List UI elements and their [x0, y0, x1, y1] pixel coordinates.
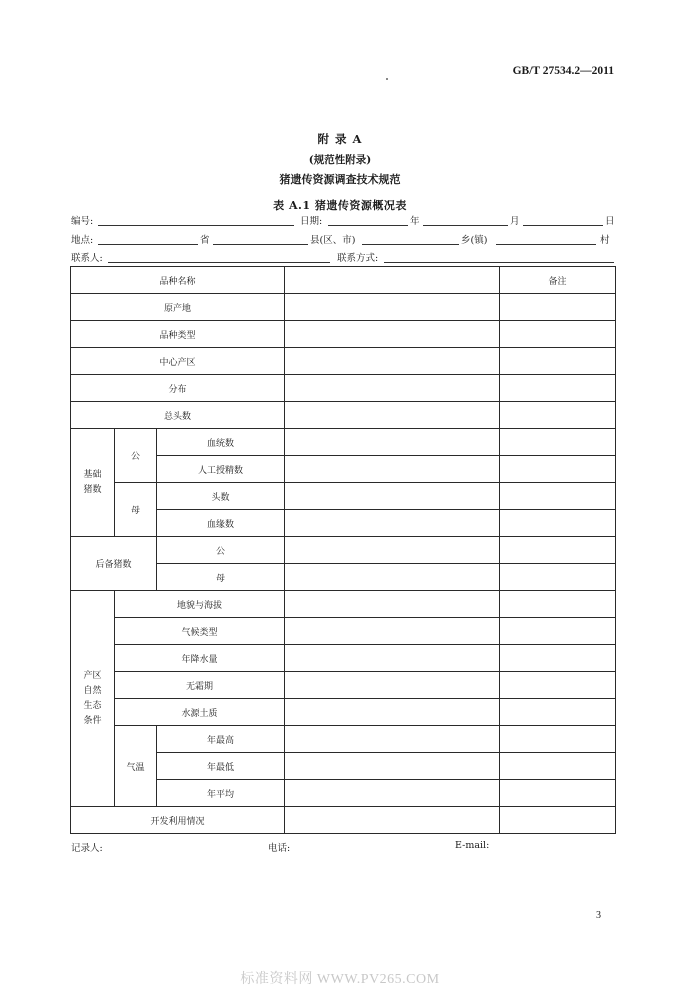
annual-max-label: 年最高 [157, 726, 285, 753]
table-caption: 表 A.1 猪遗传资源概况表 [273, 199, 407, 212]
day-label: 日 [605, 216, 615, 227]
contact-person-field[interactable] [108, 250, 330, 263]
province-field[interactable] [98, 232, 198, 245]
total-head-label: 总头数 [71, 402, 285, 429]
annual-min-label: 年最低 [157, 753, 285, 780]
head-count-remarks[interactable] [500, 483, 616, 510]
table-row [71, 294, 616, 321]
origin-label: 原产地 [71, 294, 285, 321]
breed-type-remarks[interactable] [500, 321, 616, 348]
standard-code: GB/T 27534.2—2011 [512, 65, 614, 77]
rainfall-remarks[interactable] [500, 645, 616, 672]
center-area-remarks[interactable] [500, 348, 616, 375]
breed-name-value[interactable] [285, 267, 500, 294]
terrain-label: 地貌与海拔 [115, 591, 285, 618]
reserve-female-value[interactable] [285, 564, 500, 591]
annual-avg-label: 年平均 [157, 780, 285, 807]
head-count-value[interactable] [285, 483, 500, 510]
breed-type-value[interactable] [285, 321, 500, 348]
annual-max-remarks[interactable] [500, 726, 616, 753]
contact-method-field[interactable] [384, 250, 614, 263]
development-label: 开发利用情况 [71, 807, 285, 834]
temperature-label: 气温 [115, 726, 157, 807]
reserve-pigs-label: 后备猪数 [71, 537, 157, 591]
number-field[interactable] [98, 213, 294, 226]
table-row [71, 618, 616, 645]
table-row [71, 402, 616, 429]
province-label: 省 [200, 235, 210, 246]
appendix-title: 附 录 A [317, 132, 363, 146]
frost-free-remarks[interactable] [500, 672, 616, 699]
origin-value[interactable] [285, 294, 500, 321]
county-label: 县(区、市) [310, 235, 356, 246]
frost-free-value[interactable] [285, 672, 500, 699]
bloodlines-value[interactable] [285, 429, 500, 456]
remarks-header: 备注 [500, 267, 616, 294]
frost-free-label: 无霜期 [115, 672, 285, 699]
bloodlines-label: 血统数 [157, 429, 285, 456]
reserve-male-value[interactable] [285, 537, 500, 564]
terrain-value[interactable] [285, 591, 500, 618]
rainfall-label: 年降水量 [115, 645, 285, 672]
total-head-remarks[interactable] [500, 402, 616, 429]
county-field[interactable] [213, 232, 308, 245]
total-head-value[interactable] [285, 402, 500, 429]
reserve-male-remarks[interactable] [500, 537, 616, 564]
eco-conditions-label: 产区 自然 生态 条件 [71, 591, 115, 807]
village-field[interactable] [496, 232, 596, 245]
document-title: 猪遗传资源调查技术规范 [279, 173, 401, 186]
number-label: 编号: [71, 216, 94, 227]
bloodlines-f-label: 血缘数 [157, 510, 285, 537]
year-field[interactable] [328, 213, 408, 226]
breed-type-label: 品种类型 [71, 321, 285, 348]
male-label: 公 [115, 429, 157, 483]
bloodlines-remarks[interactable] [500, 429, 616, 456]
table-row [71, 483, 616, 510]
day-field[interactable] [523, 213, 603, 226]
table-row [71, 726, 616, 753]
center-area-value[interactable] [285, 348, 500, 375]
contact-person-label: 联系人: [71, 253, 103, 264]
breed-name-label: 品种名称 [71, 267, 285, 294]
reserve-male-label: 公 [157, 537, 285, 564]
center-area-label: 中心产区 [71, 348, 285, 375]
table-row [71, 321, 616, 348]
ai-count-remarks[interactable] [500, 456, 616, 483]
table-row [71, 375, 616, 402]
water-soil-label: 水源土质 [115, 699, 285, 726]
water-soil-value[interactable] [285, 699, 500, 726]
date-label: 日期: [300, 216, 323, 227]
email-label: E-mail: [455, 840, 490, 851]
table-row [71, 591, 616, 618]
recorder-label: 记录人: [71, 843, 103, 854]
table-row [71, 672, 616, 699]
scan-speck [386, 78, 388, 80]
table-row [71, 807, 616, 834]
bloodlines-f-remarks[interactable] [500, 510, 616, 537]
terrain-remarks[interactable] [500, 591, 616, 618]
table-row [71, 429, 616, 456]
distribution-remarks[interactable] [500, 375, 616, 402]
annual-avg-remarks[interactable] [500, 780, 616, 807]
climate-type-label: 气候类型 [115, 618, 285, 645]
year-label: 年 [410, 216, 420, 227]
table-row [71, 537, 616, 564]
annual-min-remarks[interactable] [500, 753, 616, 780]
climate-type-value[interactable] [285, 618, 500, 645]
location-label: 地点: [71, 235, 94, 246]
table-row [71, 267, 616, 294]
township-field[interactable] [362, 232, 459, 245]
pig-resource-table [70, 266, 616, 834]
rainfall-value[interactable] [285, 645, 500, 672]
female-label: 母 [115, 483, 157, 537]
contact-method-label: 联系方式: [337, 253, 379, 264]
ai-count-label: 人工授精数 [157, 456, 285, 483]
origin-remarks[interactable] [500, 294, 616, 321]
distribution-value[interactable] [285, 375, 500, 402]
table-row [71, 699, 616, 726]
phone-label: 电话: [268, 843, 291, 854]
development-value[interactable] [285, 807, 500, 834]
table-row [71, 348, 616, 375]
appendix-kind: (规范性附录) [308, 154, 372, 166]
watermark: 标准资料网 WWW.PV265.COM [240, 972, 440, 987]
ai-count-value[interactable] [285, 456, 500, 483]
base-pigs-label: 基础 猪数 [71, 429, 115, 537]
reserve-female-label: 母 [157, 564, 285, 591]
village-label: 村 [600, 235, 610, 246]
month-field[interactable] [423, 213, 508, 226]
development-remarks[interactable] [500, 807, 616, 834]
head-count-label: 头数 [157, 483, 285, 510]
month-label: 月 [510, 216, 520, 227]
bloodlines-f-value[interactable] [285, 510, 500, 537]
distribution-label: 分布 [71, 375, 285, 402]
township-label: 乡(镇) [461, 235, 488, 246]
annual-avg-value[interactable] [285, 780, 500, 807]
page-number: 3 [596, 910, 601, 921]
water-soil-remarks[interactable] [500, 699, 616, 726]
reserve-female-remarks[interactable] [500, 564, 616, 591]
annual-min-value[interactable] [285, 753, 500, 780]
climate-type-remarks[interactable] [500, 618, 616, 645]
table-row [71, 645, 616, 672]
annual-max-value[interactable] [285, 726, 500, 753]
